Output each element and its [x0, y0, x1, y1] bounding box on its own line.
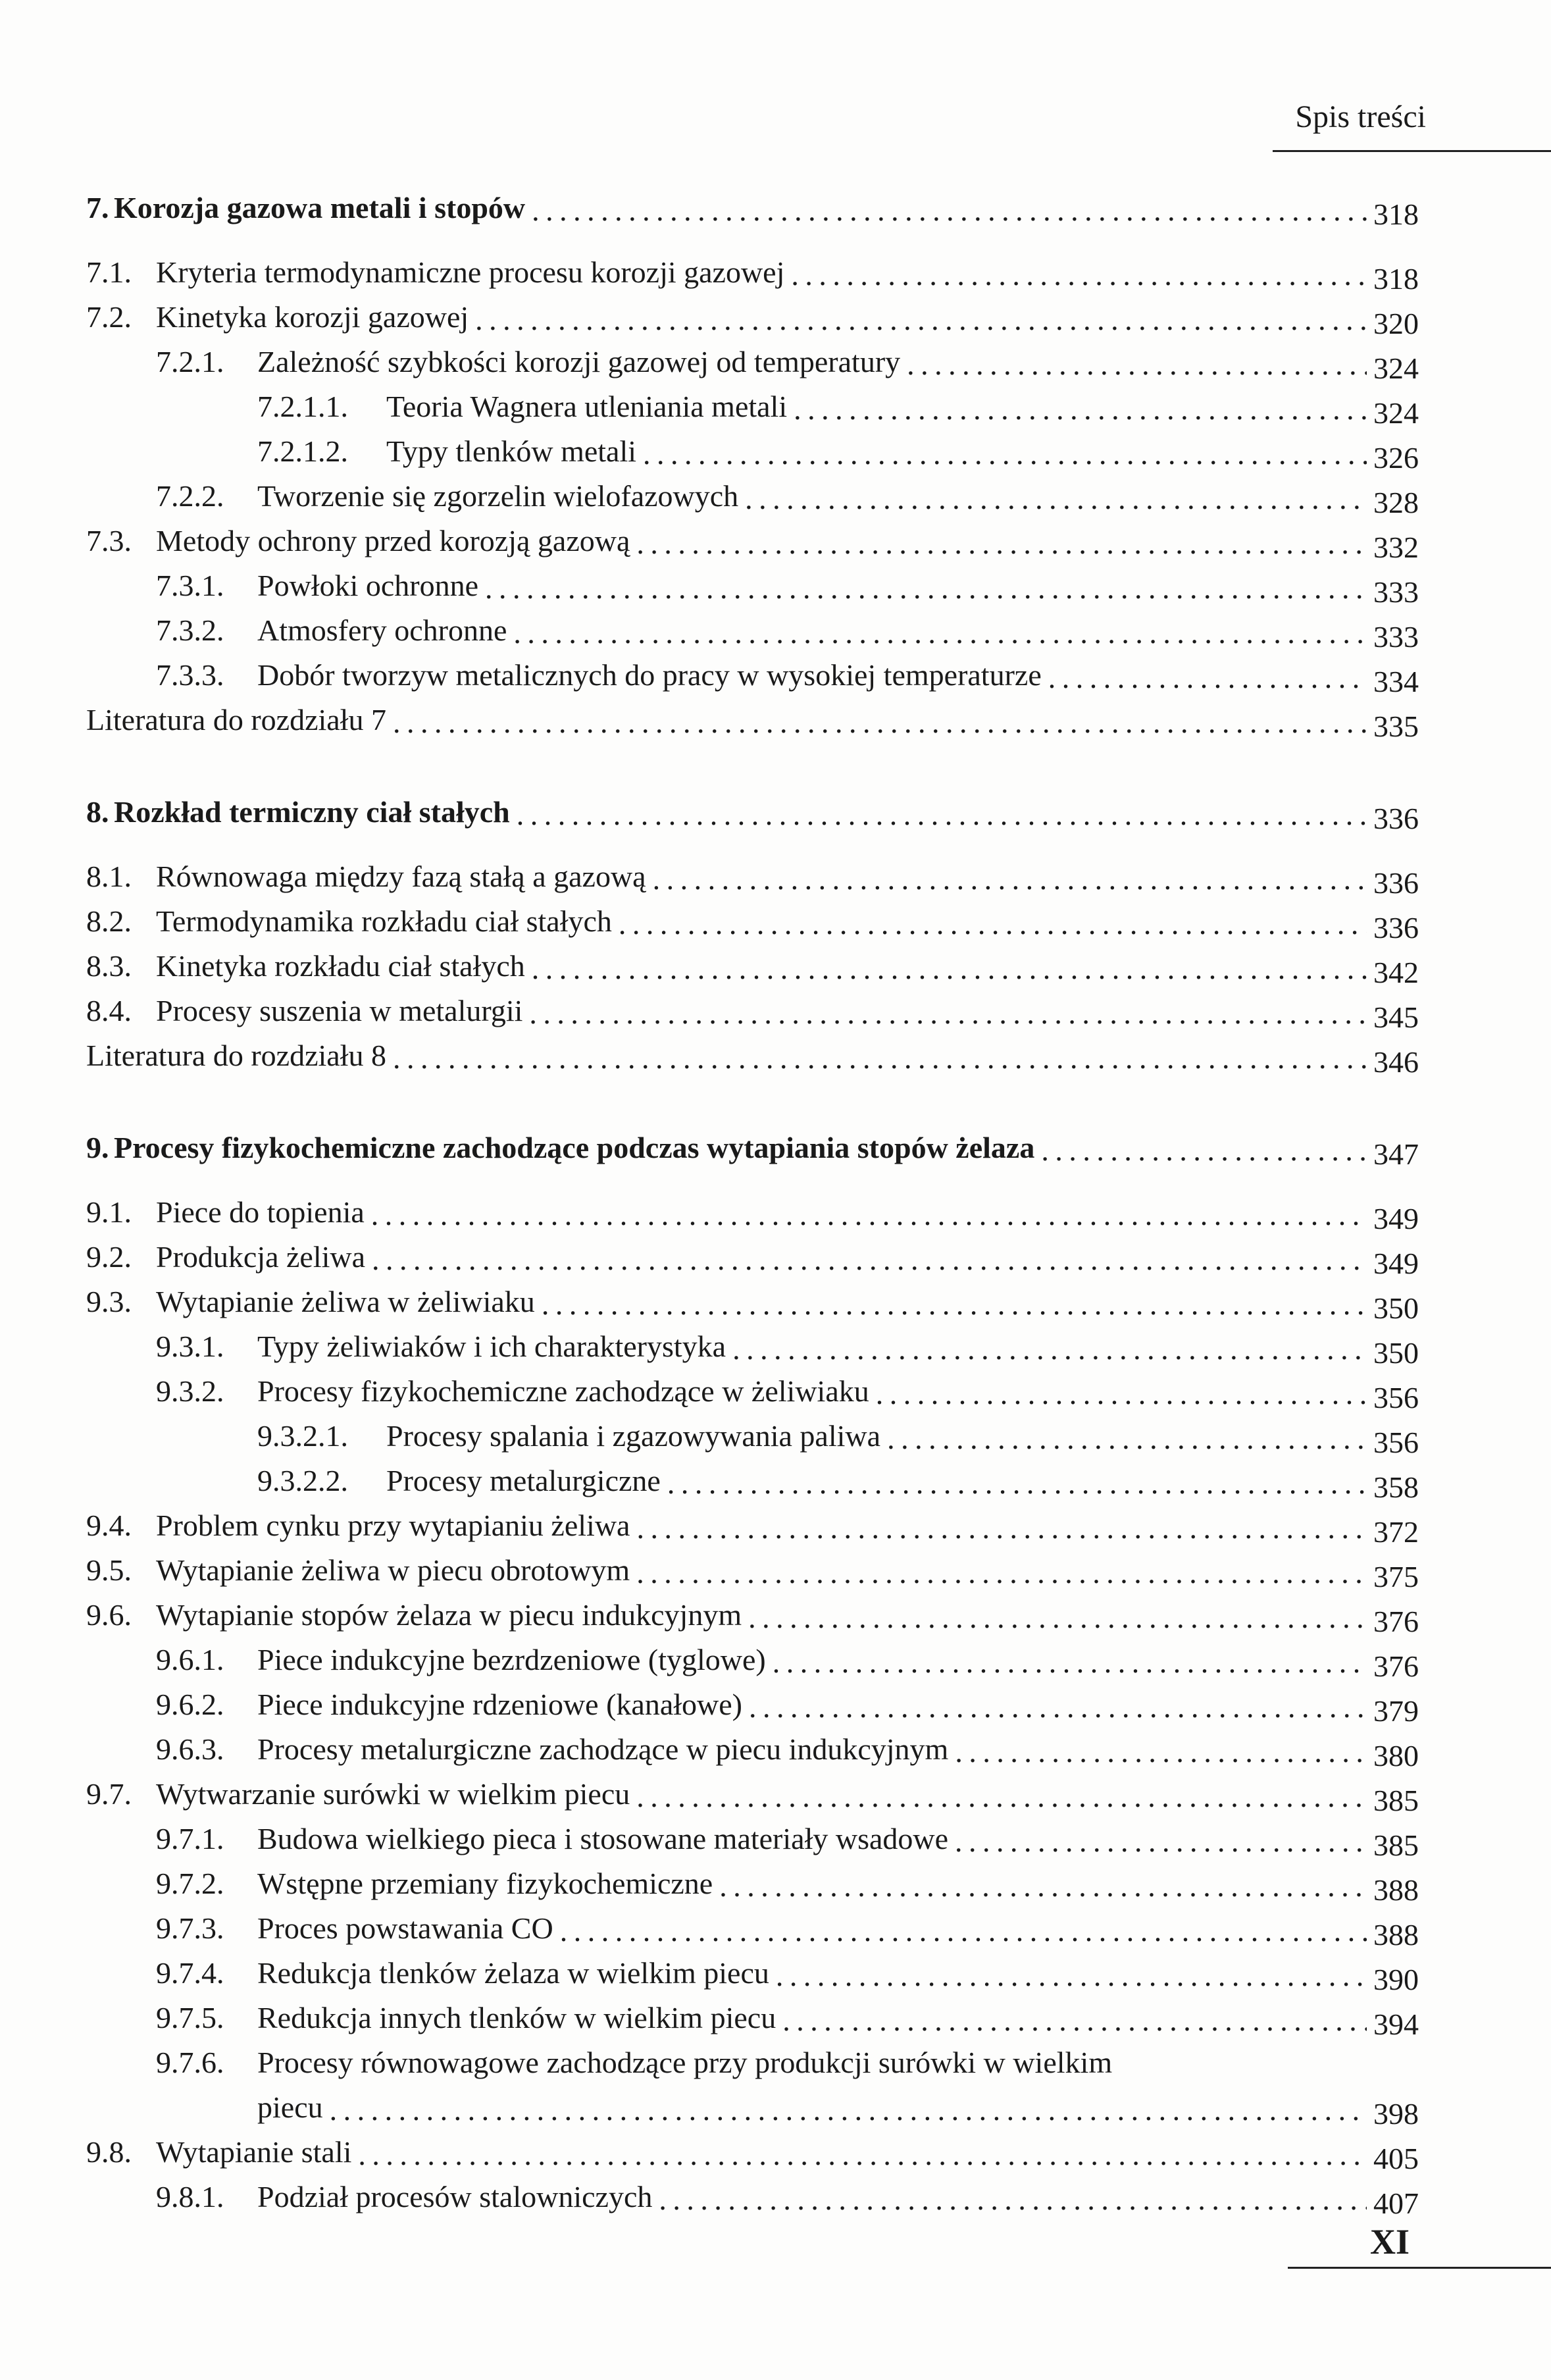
toc-entry [86, 1548, 1419, 1593]
toc-entry [86, 1190, 1419, 1235]
entry-title: Piece indukcyjne bezrdzeniowe (tyglowe) [257, 1643, 766, 1676]
table-of-contents [86, 186, 1419, 2267]
page-ref: 336 [1373, 866, 1419, 900]
toc-entry [86, 429, 1419, 474]
toc-entry [86, 1280, 1419, 1324]
dot-leader [748, 1595, 1367, 1640]
page-ref: 318 [1373, 262, 1419, 296]
page-ref: 326 [1373, 441, 1419, 475]
page-ref: 350 [1373, 1336, 1419, 1370]
toc-entry [86, 1682, 1419, 1727]
page-ref: 372 [1373, 1515, 1419, 1549]
chapter-heading [86, 186, 1419, 230]
page-ref: 407 [1373, 2186, 1419, 2220]
entry-number: 7.3. [86, 524, 132, 557]
dot-leader [636, 521, 1367, 566]
dot-leader [358, 2133, 1367, 2177]
dot-leader [732, 1327, 1367, 1372]
toc-entry [86, 2040, 1419, 2085]
toc-entry [86, 1459, 1419, 1503]
page-ref: 346 [1373, 1045, 1419, 1079]
dot-leader [475, 298, 1367, 342]
entry-number: 9.6. [86, 1598, 132, 1632]
toc-entry [86, 519, 1419, 563]
entry-number: 9.2. [86, 1240, 132, 1274]
dot-leader [791, 253, 1367, 298]
toc-entry [86, 250, 1419, 295]
entry-number: 7.2.1.2. [257, 434, 348, 468]
toc-entry [86, 989, 1419, 1033]
entry-title: Teoria Wagnera utleniania metali [386, 390, 788, 423]
dot-leader [636, 1551, 1367, 1595]
page-ref: 358 [1373, 1470, 1419, 1504]
dot-leader [485, 566, 1367, 611]
entry-number: 9.7.1. [156, 1822, 224, 1855]
page-ref: 328 [1373, 486, 1419, 519]
toc-entry [86, 608, 1419, 653]
entry-number: 7.1. [86, 255, 132, 289]
entry-number: 9.6.2. [156, 1688, 224, 1721]
chapter-title: Rozkład termiczny ciał stałych [114, 795, 510, 829]
chapter-title: Korozja gazowa metali i stopów [114, 191, 526, 224]
entry-title: Redukcja tlenków żelaza w wielkim piecu [257, 1956, 769, 1990]
toc-entry [86, 2130, 1419, 2175]
entry-title: Wytapianie stali [156, 2135, 352, 2169]
page-ref: 376 [1373, 1649, 1419, 1683]
dot-leader [636, 1506, 1367, 1551]
entry-number: 9.5. [86, 1553, 132, 1587]
page-ref: 336 [1373, 911, 1419, 944]
entry-title: Piece do topienia [156, 1195, 365, 1229]
page-ref: 347 [1373, 1137, 1419, 1171]
page-ref: 333 [1373, 575, 1419, 609]
entry-number: 9.7.4. [156, 1956, 224, 1990]
dot-leader [1048, 656, 1367, 700]
page-ref: 390 [1373, 1963, 1419, 1996]
entry-title: Proces powstawania CO [257, 1911, 553, 1945]
page-ref: 398 [1373, 2097, 1419, 2131]
entry-number: 9.4. [86, 1509, 132, 1542]
entry-number: 9.7.5. [156, 2001, 224, 2034]
toc-entry [86, 563, 1419, 608]
page-ref: 345 [1373, 1000, 1419, 1034]
page-ref: 356 [1373, 1426, 1419, 1459]
dot-leader [794, 387, 1367, 432]
page-ref: 405 [1373, 2142, 1419, 2175]
toc-chapter [86, 1125, 1419, 2219]
dot-leader [659, 2177, 1367, 2222]
page-number: XI [1369, 2222, 1410, 2262]
toc-entry [86, 854, 1419, 899]
entry-title: Równowaga między fazą stałą a gazową [156, 860, 646, 893]
page-ref: 334 [1373, 665, 1419, 698]
dot-leader [529, 991, 1367, 1036]
dot-leader [955, 1730, 1367, 1774]
entry-title: Redukcja innych tlenków w wielkim piecu [257, 2001, 776, 2034]
entry-title: Procesy równowagowe zachodzące przy produkcji surówki w wielkim [257, 2046, 1113, 2079]
toc-entry-continued [86, 2085, 1419, 2130]
page-ref: 376 [1373, 1605, 1419, 1638]
toc-entry [86, 944, 1419, 989]
toc-entry [86, 1638, 1419, 1682]
entry-title: Wytapianie żeliwa w żeliwiaku [156, 1285, 535, 1318]
dot-leader [532, 946, 1367, 991]
entry-title: Procesy fizykochemiczne zachodzące w żeliwiaku [257, 1374, 869, 1408]
bibliography-entry [86, 698, 1419, 742]
toc-entry [86, 899, 1419, 944]
page-ref: 342 [1373, 956, 1419, 989]
toc-entry [86, 1951, 1419, 1996]
toc-entry [86, 1906, 1419, 1951]
dot-leader [667, 1461, 1367, 1506]
dot-leader [719, 1864, 1367, 1909]
entry-title: Wytapianie stopów żelaza w piecu indukcyjnym [156, 1598, 742, 1632]
entry-title: Produkcja żeliwa [156, 1240, 366, 1274]
toc-entry [86, 474, 1419, 519]
entry-title: Zależność szybkości korozji gazowej od temperatury [257, 345, 901, 378]
chapter-number: 8. [86, 795, 109, 829]
dot-leader [773, 1640, 1367, 1685]
bibliography-entry [86, 1033, 1419, 1078]
dot-leader [636, 1774, 1367, 1819]
toc-entry [86, 2175, 1419, 2219]
toc-entry [86, 295, 1419, 340]
chapter-title: Procesy fizykochemiczne zachodzące podczas wytapiania stopów żelaza [114, 1131, 1035, 1164]
entry-title: Tworzenie się zgorzelin wielofazowych [257, 479, 739, 513]
entry-title: Procesy spalania i zgazowywania paliwa [386, 1419, 881, 1453]
entry-number: 9.3.2. [156, 1374, 224, 1408]
page-ref: 380 [1373, 1739, 1419, 1772]
dot-leader [393, 1036, 1367, 1081]
chapter-heading [86, 790, 1419, 835]
dot-leader [517, 792, 1367, 837]
entry-number: 9.7.2. [156, 1867, 224, 1900]
dot-leader [330, 2088, 1367, 2133]
page-ref: 356 [1373, 1381, 1419, 1414]
page-ref: 333 [1373, 620, 1419, 654]
entry-title: Podział procesów stalowniczych [257, 2180, 653, 2213]
chapter-number: 9. [86, 1131, 109, 1164]
chapter-heading [86, 1125, 1419, 1170]
entry-number: 7.2.1.1. [257, 390, 348, 423]
page-ref: 349 [1373, 1247, 1419, 1280]
entry-title: Kinetyka korozji gazowej [156, 300, 469, 334]
toc-entry [86, 1369, 1419, 1414]
page-ref: 388 [1373, 1918, 1419, 1952]
entry-number: 9.6.1. [156, 1643, 224, 1676]
entry-title: Literatura do rozdziału 8 [86, 1039, 386, 1072]
entry-title-continued: piecu [257, 2090, 323, 2124]
entry-title: Typy tlenków metali [386, 434, 637, 468]
page-ref: 379 [1373, 1694, 1419, 1728]
entry-title: Problem cynku przy wytapianiu żeliwa [156, 1509, 630, 1542]
toc-chapter [86, 186, 1419, 742]
toc-entry [86, 653, 1419, 698]
entry-title: Budowa wielkiego pieca i stosowane materiały wsadowe [257, 1822, 949, 1855]
page-ref: 318 [1373, 197, 1419, 231]
dot-leader [643, 432, 1367, 477]
entry-title: Wytapianie żeliwa w piecu obrotowym [156, 1553, 630, 1587]
dot-leader [776, 1953, 1367, 1998]
dot-leader [371, 1193, 1367, 1237]
dot-leader [653, 857, 1367, 902]
toc-entry [86, 1772, 1419, 1817]
entry-number: 7.3.3. [156, 658, 224, 692]
entry-title: Termodynamika rozkładu ciał stałych [156, 904, 612, 938]
entry-title: Procesy metalurgiczne [386, 1464, 661, 1497]
toc-entry [86, 340, 1419, 384]
entry-number: 7.3.1. [156, 569, 224, 602]
page-ref: 335 [1373, 710, 1419, 743]
dot-leader [372, 1237, 1367, 1282]
entry-number: 9.7. [86, 1777, 132, 1811]
page-ref: 385 [1373, 1828, 1419, 1862]
entry-title: Literatura do rozdziału 7 [86, 703, 386, 737]
dot-leader [560, 1909, 1367, 1953]
page-ref: 320 [1373, 307, 1419, 340]
dot-leader [513, 611, 1367, 656]
entry-number: 9.8. [86, 2135, 132, 2169]
toc-entry [86, 1503, 1419, 1548]
page-ref: 385 [1373, 1784, 1419, 1817]
page-ref: 324 [1373, 396, 1419, 430]
entry-number: 9.3. [86, 1285, 132, 1318]
entry-number: 9.3.1. [156, 1330, 224, 1363]
dot-leader [955, 1819, 1367, 1864]
page-ref: 350 [1373, 1291, 1419, 1325]
chapter-number: 7. [86, 191, 109, 224]
running-header: Spis treści [1295, 99, 1426, 134]
entry-number: 9.3.2.1. [257, 1419, 348, 1453]
entry-title: Typy żeliwiaków i ich charakterystyka [257, 1330, 726, 1363]
toc-chapter [86, 790, 1419, 1078]
dot-leader [876, 1372, 1367, 1416]
entry-title: Procesy suszenia w metalurgii [156, 994, 523, 1027]
toc-entry [86, 1324, 1419, 1369]
dot-leader [782, 1998, 1367, 2043]
entry-number: 9.7.3. [156, 1911, 224, 1945]
entry-title: Kinetyka rozkładu ciał stałych [156, 949, 525, 983]
toc-entry [86, 1593, 1419, 1638]
toc-entry [86, 1727, 1419, 1772]
dot-leader [745, 477, 1367, 521]
entry-number: 8.1. [86, 860, 132, 893]
entry-title: Powłoki ochronne [257, 569, 479, 602]
page-ref: 375 [1373, 1560, 1419, 1593]
toc-entry [86, 384, 1419, 429]
entry-title: Procesy metalurgiczne zachodzące w piecu indukcyjnym [257, 1732, 949, 1766]
toc-entry [86, 1414, 1419, 1459]
header-rule [1273, 150, 1551, 152]
entry-number: 8.2. [86, 904, 132, 938]
dot-leader [907, 342, 1367, 387]
entry-number: 7.2.2. [156, 479, 224, 513]
toc-entry [86, 1996, 1419, 2040]
toc-entry [86, 1861, 1419, 1906]
entry-number: 8.4. [86, 994, 132, 1027]
entry-number: 9.6.3. [156, 1732, 224, 1766]
entry-number: 9.8.1. [156, 2180, 224, 2213]
page-ref: 349 [1373, 1202, 1419, 1235]
entry-number: 9.7.6. [156, 2046, 224, 2079]
footer-rule [1288, 2267, 1551, 2269]
dot-leader [542, 1282, 1367, 1327]
entry-title: Kryteria termodynamiczne procesu korozji gazowej [156, 255, 785, 289]
toc-entry [86, 1235, 1419, 1280]
dot-leader [749, 1685, 1367, 1730]
toc-entry [86, 1817, 1419, 1861]
page-ref: 336 [1373, 802, 1419, 835]
page-ref: 324 [1373, 351, 1419, 385]
dot-leader [532, 188, 1367, 233]
entry-number: 9.3.2.2. [257, 1464, 348, 1497]
entry-number: 8.3. [86, 949, 132, 983]
entry-number: 7.2.1. [156, 345, 224, 378]
entry-number: 7.3.2. [156, 613, 224, 647]
entry-title: Atmosfery ochronne [257, 613, 507, 647]
entry-number: 7.2. [86, 300, 132, 334]
entry-title: Metody ochrony przed korozją gazową [156, 524, 630, 557]
page-ref: 332 [1373, 530, 1419, 564]
dot-leader [887, 1416, 1367, 1461]
entry-title: Dobór tworzyw metalicznych do pracy w wysokiej temperaturze [257, 658, 1042, 692]
page-ref: 388 [1373, 1873, 1419, 1907]
entry-title: Piece indukcyjne rdzeniowe (kanałowe) [257, 1688, 742, 1721]
dot-leader [619, 902, 1367, 946]
dot-leader [393, 700, 1367, 745]
entry-number: 9.1. [86, 1195, 132, 1229]
entry-title: Wytwarzanie surówki w wielkim piecu [156, 1777, 630, 1811]
entry-title: Wstępne przemiany fizykochemiczne [257, 1867, 713, 1900]
dot-leader [1041, 1128, 1367, 1173]
page-ref: 394 [1373, 2007, 1419, 2041]
